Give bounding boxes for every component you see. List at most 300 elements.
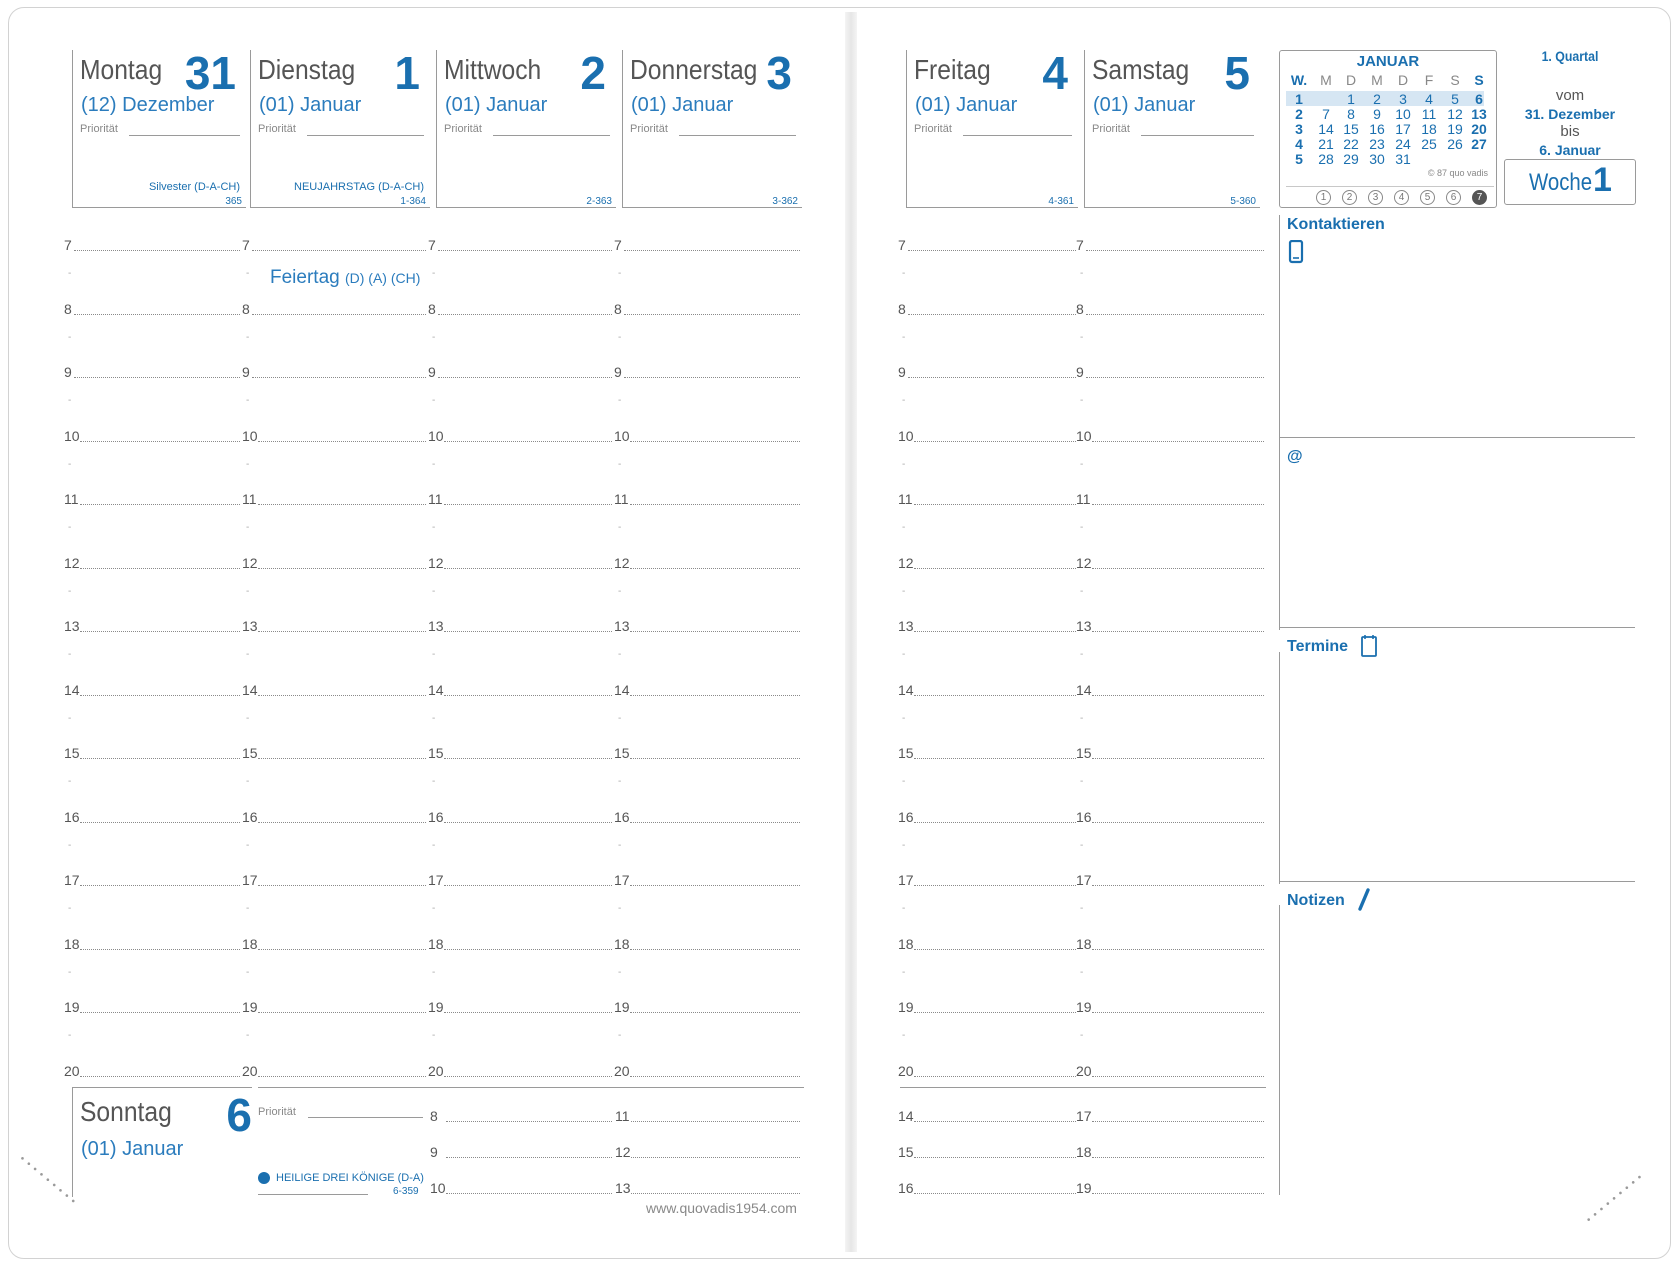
mini-calendar-day[interactable]: 15 <box>1343 121 1359 137</box>
hour-label: 8 <box>242 300 250 317</box>
hour-label: 11 <box>1076 491 1091 507</box>
time-slot[interactable] <box>1076 428 1264 446</box>
time-slot-line <box>258 504 426 505</box>
half-hour-mark: - <box>246 522 250 533</box>
hour-label: 11 <box>64 491 79 507</box>
hour-label: 18 <box>1076 1144 1092 1160</box>
hour-label: 8 <box>1076 300 1084 317</box>
hour-label: 9 <box>242 364 250 380</box>
time-slot[interactable] <box>1076 872 1264 890</box>
day-name: Dienstag <box>258 54 356 85</box>
time-slot[interactable] <box>428 809 612 827</box>
time-slot[interactable] <box>242 999 426 1017</box>
mini-calendar-day[interactable]: 1 <box>1295 91 1303 107</box>
mini-calendar-day[interactable]: 22 <box>1343 136 1359 152</box>
mini-calendar-day[interactable]: 5 <box>1295 151 1303 167</box>
day-month: (01) Januar <box>631 94 734 116</box>
hour-label: 15 <box>1076 745 1092 761</box>
phone-icon <box>1288 240 1304 264</box>
time-slot[interactable] <box>64 555 240 573</box>
time-slot[interactable] <box>1076 1063 1264 1081</box>
time-slot[interactable] <box>1076 999 1264 1017</box>
mini-calendar-day[interactable]: 16 <box>1369 121 1385 137</box>
time-slot[interactable] <box>898 555 1076 573</box>
time-slot[interactable] <box>242 809 426 827</box>
day-number: 4 <box>1042 47 1068 99</box>
time-slot[interactable] <box>614 682 800 700</box>
time-slot[interactable] <box>614 301 800 319</box>
time-slot[interactable] <box>428 428 612 446</box>
time-slot[interactable] <box>64 936 240 954</box>
time-slot[interactable] <box>428 237 612 255</box>
day-name: Donnerstag <box>630 54 758 85</box>
time-slot[interactable] <box>430 1108 612 1126</box>
time-slot[interactable] <box>242 1063 426 1081</box>
hour-label: 20 <box>898 1062 914 1079</box>
mini-calendar-day[interactable]: 5 <box>1451 91 1459 107</box>
time-slot[interactable] <box>898 1180 1076 1198</box>
day-header-2 <box>436 47 616 208</box>
time-slot[interactable] <box>614 364 800 382</box>
mini-calendar-day[interactable]: 24 <box>1395 136 1411 152</box>
half-hour-mark: - <box>68 395 72 406</box>
time-slot[interactable] <box>64 364 240 382</box>
time-slot-line <box>914 441 1076 442</box>
mini-calendar-day[interactable]: 9 <box>1373 106 1381 122</box>
time-slot[interactable] <box>614 745 800 763</box>
hour-label: 20 <box>428 1062 444 1079</box>
mini-calendar-day[interactable]: 2 <box>1373 91 1381 107</box>
time-slot-line <box>631 1157 800 1158</box>
time-slot[interactable] <box>898 809 1076 827</box>
half-hour-mark: - <box>68 966 72 978</box>
hour-label: 18 <box>614 935 630 952</box>
half-hour-mark: - <box>1080 522 1084 533</box>
time-slot[interactable] <box>898 872 1076 890</box>
mini-calendar-row <box>1286 136 1487 152</box>
time-slot[interactable] <box>898 237 1076 255</box>
time-slot-line <box>80 1076 240 1077</box>
time-slot[interactable] <box>898 682 1076 700</box>
time-slot[interactable] <box>898 491 1076 509</box>
sonntag-day-number: 6-359 <box>393 1186 419 1197</box>
time-slot[interactable] <box>1076 364 1264 382</box>
time-slot[interactable] <box>242 428 426 446</box>
time-slot[interactable] <box>430 1144 612 1162</box>
half-hour-mark: - <box>432 522 436 533</box>
time-slot[interactable] <box>1076 237 1264 255</box>
time-slot[interactable] <box>898 618 1076 636</box>
hour-label: 17 <box>1076 1108 1092 1124</box>
mini-calendar-day[interactable]: 4 <box>1425 91 1433 107</box>
time-slot[interactable] <box>614 1063 800 1081</box>
hour-label: 7 <box>898 237 906 253</box>
hour-label: 11 <box>615 1108 630 1124</box>
mini-calendar-day[interactable]: 7 <box>1322 106 1330 122</box>
time-slot-line <box>258 441 426 442</box>
time-slot[interactable] <box>64 301 240 319</box>
time-slot[interactable] <box>614 555 800 573</box>
weekday-circle[interactable]: 5 <box>1420 190 1435 205</box>
day-of-year: 4-361 <box>1048 196 1074 207</box>
half-hour-mark: - <box>432 649 436 660</box>
time-slot[interactable] <box>1076 555 1264 573</box>
mini-calendar-day[interactable]: 23 <box>1369 136 1385 152</box>
time-slot[interactable] <box>898 301 1076 319</box>
holiday-dot-icon <box>258 1172 270 1184</box>
half-hour-mark: - <box>902 522 906 533</box>
time-slot[interactable] <box>64 491 240 509</box>
mini-calendar-row <box>1286 151 1484 166</box>
mini-calendar-day[interactable]: 6 <box>1475 91 1483 107</box>
time-slot-line <box>631 1121 800 1122</box>
weekday-circle[interactable]: 6 <box>1446 190 1461 205</box>
weekday-circle[interactable]: 2 <box>1342 190 1357 205</box>
time-slot[interactable] <box>614 809 800 827</box>
time-slot[interactable] <box>242 491 426 509</box>
weekday-circle[interactable]: 3 <box>1368 190 1383 205</box>
time-slot-line <box>258 822 426 823</box>
half-hour-mark: - <box>902 458 906 470</box>
time-slot[interactable] <box>242 682 426 700</box>
priority-field[interactable] <box>493 135 610 136</box>
time-slot-line <box>630 441 800 442</box>
hour-label: 9 <box>430 1144 438 1160</box>
week-number: 1 <box>1593 161 1612 199</box>
hour-label: 14 <box>1076 681 1092 698</box>
sonntag-prio-line[interactable] <box>308 1117 423 1118</box>
time-slot-line <box>630 695 800 696</box>
time-slot-line <box>1092 1121 1264 1122</box>
mini-calendar-day[interactable]: 25 <box>1421 136 1437 152</box>
hour-label: 12 <box>614 554 630 571</box>
time-slot[interactable] <box>898 745 1076 763</box>
time-slot[interactable] <box>428 555 612 573</box>
day-of-year: 1-364 <box>400 196 426 207</box>
priority-field[interactable] <box>129 135 240 136</box>
time-slot[interactable] <box>64 872 240 890</box>
time-slot[interactable] <box>614 491 800 509</box>
time-slot[interactable] <box>898 999 1076 1017</box>
mini-calendar-header-cell: S <box>1450 72 1460 88</box>
mini-calendar-day[interactable]: 11 <box>1421 106 1437 122</box>
time-slot[interactable] <box>242 745 426 763</box>
time-slot[interactable] <box>898 1144 1076 1162</box>
range-vom: vom <box>1555 87 1585 104</box>
priority-field[interactable] <box>1141 135 1254 136</box>
day-name: Mittwoch <box>444 54 542 85</box>
time-slot-line <box>624 377 800 378</box>
time-slot-line <box>80 822 240 823</box>
weekday-circle[interactable]: 7 <box>1472 190 1487 205</box>
half-hour-mark: - <box>902 331 906 343</box>
mini-calendar-day[interactable]: 8 <box>1347 106 1355 122</box>
hour-label: 19 <box>898 999 914 1015</box>
priority-field[interactable] <box>307 135 424 136</box>
notizen-heading: Notizen <box>1287 892 1345 909</box>
hour-label: 16 <box>428 808 444 825</box>
mini-calendar-day[interactable]: 10 <box>1395 106 1411 122</box>
hour-label: 11 <box>614 491 629 507</box>
time-slot[interactable] <box>64 809 240 827</box>
time-slot-line <box>258 949 426 950</box>
half-hour-mark: - <box>432 585 436 597</box>
half-hour-mark: - <box>902 395 906 406</box>
hour-label: 13 <box>1076 618 1092 634</box>
time-slot[interactable] <box>64 237 240 255</box>
termine-heading: Termine <box>1287 638 1349 655</box>
time-slot-line <box>1086 250 1264 251</box>
mini-calendar-day[interactable]: 19 <box>1447 121 1463 137</box>
half-hour-mark: - <box>68 776 72 787</box>
time-slot-line <box>630 822 800 823</box>
time-slot[interactable] <box>242 364 426 382</box>
half-hour-mark: - <box>1080 966 1084 978</box>
time-slot[interactable] <box>242 936 426 954</box>
sonntag-header <box>72 1087 252 1197</box>
kontakt-divider <box>1279 437 1635 438</box>
time-slot[interactable] <box>1076 491 1264 509</box>
time-slot[interactable] <box>615 1144 800 1162</box>
time-slot[interactable] <box>428 1063 612 1081</box>
half-hour-mark: - <box>246 839 250 851</box>
half-hour-mark: - <box>618 395 622 406</box>
hour-label: 10 <box>614 427 630 444</box>
time-slot[interactable] <box>64 745 240 763</box>
feiertag-note <box>270 267 420 289</box>
time-slot[interactable] <box>242 237 426 255</box>
hour-label: 17 <box>614 872 630 888</box>
mini-calendar-day[interactable]: 17 <box>1395 121 1411 137</box>
hour-label: 10 <box>64 427 80 444</box>
time-slot[interactable] <box>1076 936 1264 954</box>
hour-label: 18 <box>1076 935 1092 952</box>
time-slot-line <box>1092 441 1264 442</box>
mini-calendar-day[interactable]: 4 <box>1295 136 1303 152</box>
time-slot[interactable] <box>1076 745 1264 763</box>
half-hour-mark: - <box>618 966 622 978</box>
time-slot-line <box>444 568 612 569</box>
half-hour-mark: - <box>432 966 436 978</box>
time-slot[interactable] <box>615 1180 800 1198</box>
mini-calendar-copyright: © 87 quo vadis <box>1427 168 1488 178</box>
hour-label: 16 <box>614 808 630 825</box>
hour-label: 16 <box>1076 808 1092 825</box>
time-slot-line <box>446 1157 612 1158</box>
hour-label: 13 <box>64 618 80 634</box>
mini-calendar-day[interactable]: 13 <box>1471 106 1487 122</box>
time-slot-line <box>1092 1076 1264 1077</box>
mini-calendar-day[interactable]: 30 <box>1369 151 1385 167</box>
time-slot-line <box>446 1121 612 1122</box>
time-slot[interactable] <box>615 1108 800 1126</box>
time-slot[interactable] <box>1076 618 1264 636</box>
mini-calendar <box>1279 50 1497 208</box>
time-slot[interactable] <box>614 237 800 255</box>
right-bottom-divider <box>900 1087 1266 1088</box>
hour-label: 8 <box>64 300 72 317</box>
time-slot-line <box>80 758 240 759</box>
range-start: 31. Dezember <box>1524 106 1616 122</box>
time-slot[interactable] <box>614 872 800 890</box>
mini-calendar-day[interactable]: 3 <box>1399 91 1407 107</box>
mini-calendar-day[interactable]: 29 <box>1343 151 1359 167</box>
time-slot[interactable] <box>1076 1108 1264 1126</box>
half-hour-mark: - <box>1080 649 1084 660</box>
time-slot[interactable] <box>898 1108 1076 1126</box>
time-slot[interactable] <box>242 555 426 573</box>
mini-calendar-day[interactable]: 28 <box>1318 151 1334 167</box>
time-slot[interactable] <box>898 428 1076 446</box>
mini-calendar-header-cell: M <box>1320 72 1332 88</box>
time-slot-line <box>914 822 1076 823</box>
calendar-pad-icon <box>1360 634 1378 658</box>
mini-calendar-day[interactable]: 26 <box>1447 136 1463 152</box>
half-hour-mark: - <box>432 331 436 343</box>
time-slot[interactable] <box>428 301 612 319</box>
mini-calendar-row <box>1286 106 1487 122</box>
time-slot-line <box>1092 1157 1264 1158</box>
time-slot-line <box>908 377 1076 378</box>
mini-calendar-title: JANUAR <box>1356 53 1420 70</box>
kontakt-heading: Kontaktieren <box>1287 216 1385 233</box>
range-bis: bis <box>1560 123 1580 140</box>
weekday-circle[interactable]: 4 <box>1394 190 1409 205</box>
hour-label: 17 <box>428 872 444 888</box>
time-slot[interactable] <box>428 872 612 890</box>
half-hour-mark: - <box>68 331 72 343</box>
mini-calendar-row <box>1286 121 1487 137</box>
time-slot-line <box>438 377 612 378</box>
time-slot[interactable] <box>1076 1180 1264 1198</box>
priority-field[interactable] <box>963 135 1072 136</box>
time-slot-line <box>630 949 800 950</box>
hour-label: 8 <box>430 1108 438 1124</box>
time-slot[interactable] <box>242 301 426 319</box>
mini-calendar-day[interactable]: 27 <box>1471 136 1487 152</box>
time-slot[interactable] <box>428 364 612 382</box>
time-slot[interactable] <box>64 428 240 446</box>
time-slot[interactable] <box>64 618 240 636</box>
week-label: Woche <box>1529 169 1593 196</box>
half-hour-mark: - <box>618 776 622 787</box>
mini-calendar-day[interactable]: 20 <box>1471 121 1487 137</box>
half-hour-mark: - <box>68 903 72 914</box>
hour-label: 17 <box>1076 872 1092 888</box>
hour-label: 20 <box>614 1062 630 1079</box>
time-slot[interactable] <box>430 1180 612 1198</box>
page-corner-right: • • • • • • • • • <box>1584 1171 1646 1226</box>
sonntag-prio-label: Priorität <box>258 1106 296 1118</box>
half-hour-mark: - <box>246 585 250 597</box>
time-slot-line <box>80 568 240 569</box>
time-slot[interactable] <box>64 999 240 1017</box>
time-slot[interactable] <box>64 682 240 700</box>
hour-label: 12 <box>242 554 258 571</box>
half-hour-mark: - <box>618 268 622 279</box>
priority-field[interactable] <box>679 135 796 136</box>
day-of-year: 3-362 <box>772 196 798 207</box>
time-slot[interactable] <box>898 1063 1076 1081</box>
half-hour-mark: - <box>68 268 72 279</box>
time-slot[interactable] <box>242 872 426 890</box>
mini-calendar-day[interactable]: 21 <box>1318 136 1334 152</box>
mini-calendar-day[interactable]: 18 <box>1421 121 1437 137</box>
half-hour-mark: - <box>432 839 436 851</box>
hour-label: 18 <box>242 935 258 952</box>
day-header-1 <box>1084 47 1260 208</box>
hour-label: 7 <box>428 237 436 253</box>
time-slot[interactable] <box>1076 682 1264 700</box>
half-hour-mark: - <box>618 712 622 724</box>
mini-calendar-day[interactable]: 1 <box>1347 91 1355 107</box>
hour-label: 12 <box>1076 554 1092 571</box>
mini-calendar-day[interactable]: 31 <box>1395 151 1411 167</box>
time-slot-line <box>74 377 240 378</box>
time-slot[interactable] <box>428 618 612 636</box>
time-slot[interactable] <box>242 618 426 636</box>
hour-label: 11 <box>242 491 257 507</box>
mini-calendar-day[interactable]: 14 <box>1318 121 1334 137</box>
time-slot[interactable] <box>428 936 612 954</box>
time-slot-line <box>444 822 612 823</box>
hour-label: 18 <box>64 935 80 952</box>
half-hour-mark: - <box>902 1030 906 1041</box>
time-slot[interactable] <box>614 936 800 954</box>
time-slot[interactable] <box>614 999 800 1017</box>
half-hour-mark: - <box>902 585 906 597</box>
time-slot[interactable] <box>898 364 1076 382</box>
time-slot-line <box>80 504 240 505</box>
time-slot[interactable] <box>1076 1144 1264 1162</box>
day-of-year: 2-363 <box>586 196 612 207</box>
time-slot-line <box>444 949 612 950</box>
time-slot-line <box>438 250 612 251</box>
time-slot[interactable] <box>614 428 800 446</box>
sonntag-holiday-line <box>258 1194 368 1195</box>
weekday-circle[interactable]: 1 <box>1316 190 1331 205</box>
email-at-icon: @ <box>1287 448 1303 465</box>
time-slot[interactable] <box>428 999 612 1017</box>
hour-label: 19 <box>428 999 444 1015</box>
mini-calendar-day[interactable]: 12 <box>1447 106 1463 122</box>
hour-label: 10 <box>242 427 258 444</box>
sonntag-divider <box>258 1087 804 1088</box>
feiertag-countries: (D) (A) (CH) <box>344 270 421 286</box>
at-divider <box>1279 627 1635 628</box>
time-slot[interactable] <box>428 491 612 509</box>
mini-calendar-day[interactable]: 3 <box>1295 121 1303 137</box>
half-hour-mark: - <box>618 839 622 851</box>
time-slot[interactable] <box>428 745 612 763</box>
time-slot-line <box>630 504 800 505</box>
half-hour-mark: - <box>246 395 250 406</box>
time-slot[interactable] <box>898 936 1076 954</box>
hour-label: 7 <box>614 237 622 253</box>
time-slot-line <box>914 1121 1076 1122</box>
hour-label: 16 <box>242 808 258 825</box>
time-slot[interactable] <box>1076 301 1264 319</box>
half-hour-mark: - <box>618 649 622 660</box>
mini-calendar-header-cell: F <box>1424 72 1434 88</box>
hour-label: 13 <box>614 618 630 634</box>
time-slot[interactable] <box>64 1063 240 1081</box>
time-slot[interactable] <box>1076 809 1264 827</box>
time-slot[interactable] <box>428 682 612 700</box>
mini-calendar-day[interactable]: 2 <box>1295 106 1303 122</box>
time-slot[interactable] <box>614 618 800 636</box>
time-slot-line <box>630 1012 800 1013</box>
